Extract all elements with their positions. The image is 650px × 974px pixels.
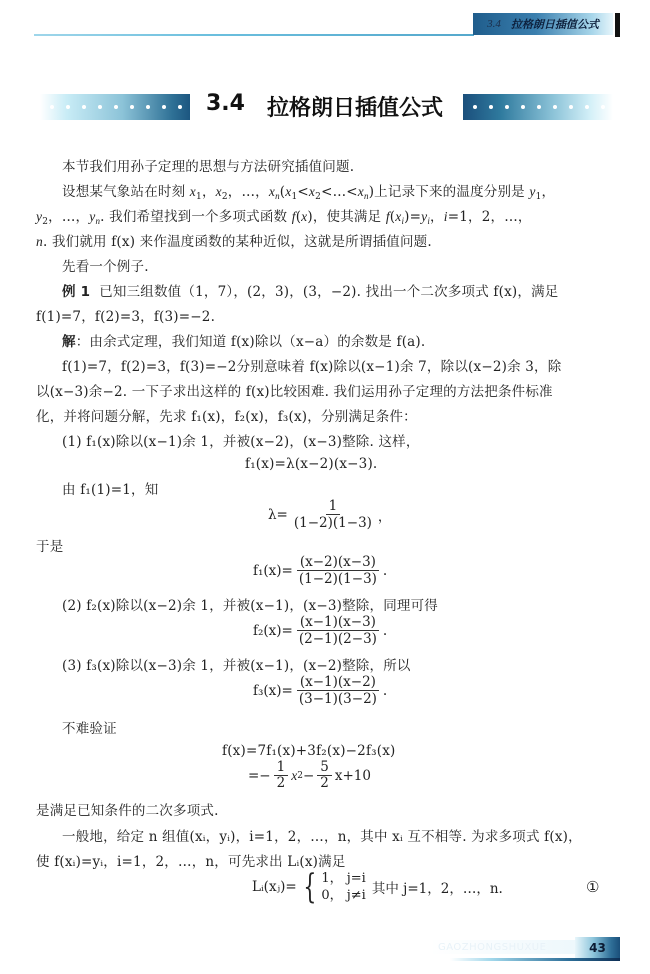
fraction-denominator: 2	[320, 775, 329, 791]
dot-icon	[489, 105, 493, 109]
dot-icon	[569, 105, 573, 109]
fraction-denominator: (3−1)(3−2)	[298, 691, 377, 707]
piecewise-cases	[299, 867, 366, 907]
case-equal: 1， j=i	[321, 871, 366, 886]
dot-icon	[130, 105, 134, 109]
footer-rule	[450, 958, 620, 961]
solution-line-3: 以(x−3)余−2. 一下子求出这样的 f(x)比较困难. 我们运用孙子定理的方法把条件标准	[36, 384, 553, 400]
solution-text: ：由余式定理，我们知道 f(x)除以（x−a）的余数是 f(a).	[75, 334, 426, 350]
solution-line-1	[62, 333, 425, 351]
dot-icon	[585, 105, 589, 109]
example-text: 已知三组数值（1，7），(2，3)，(3，−2). 找出一个二次多项式 f(x)，满足	[99, 284, 559, 300]
running-header-rule	[34, 34, 474, 36]
solution-line-2: f(1)=7，f(2)=3，f(3)=−2分别意味着 f(x)除以(x−1)余 7，除以(x−2)余 3，除	[62, 359, 562, 375]
dot-icon	[98, 105, 102, 109]
basis-range: 其中 j=1，2，…，n.	[371, 881, 503, 897]
fraction-denominator: (2−1)(2−3)	[298, 631, 377, 647]
case-1-text: (1) f₁(x)除以(x−1)余 1，并被(x−2)，(x−3)整除. 这样，	[62, 434, 420, 450]
dot-icon	[50, 105, 54, 109]
fraction	[274, 760, 289, 791]
dot-icon	[82, 105, 86, 109]
conclusion-text: 是满足已知条件的二次多项式.	[36, 803, 219, 819]
footer-series-label: GAOZHONGSHUXUE	[430, 940, 575, 954]
fraction	[317, 760, 332, 791]
example-label: 例 1	[62, 284, 91, 300]
setup-line-1: 设想某气象站在时刻 $x_1$，$x_2$，…，$x_n(x_1<x_2<\dots<x_n)$上记录下来的温度分别是 $y_1$，	[62, 184, 556, 202]
running-header-edge-bar	[615, 13, 620, 37]
fraction	[296, 614, 380, 647]
from-condition: 由 f₁(1)=1，知	[62, 482, 159, 498]
setup-text: 我们希望找到一个多项式函数	[109, 209, 292, 225]
setup-line-3: n. 我们就用 f(x) 来作温度函数的某种近似，这就是所谓插值问题.	[36, 234, 432, 250]
equation-f1: f₁(x)= $\frac{(x-2)(x-3)}{(1-2)(1-3)}$ .	[253, 554, 388, 587]
running-header-section-number: 3.4	[487, 18, 501, 30]
fraction-numerator: 1	[274, 760, 289, 776]
equation-result: =− $\frac{1}{2}$ x 2 − $\frac{5}{2}$ x+10	[248, 759, 371, 791]
equation-f1-lambda: f₁(x)=λ(x−2)(x−3).	[245, 456, 378, 472]
result-equals: =−	[248, 767, 271, 784]
dot-icon	[505, 105, 509, 109]
equation-lagrange-basis	[252, 867, 503, 907]
therefore-text: 于是	[36, 539, 64, 555]
example-1-line-1	[62, 283, 558, 301]
dot-icon	[178, 105, 182, 109]
equation-f3: f₃(x)= $\frac{(x-1)(x-2)}{(3-1)(3-2)}$ .	[253, 674, 388, 707]
fraction-numerator: (x−1)(x−3)	[297, 614, 379, 631]
running-header-tab	[473, 13, 613, 35]
solution-line-4: 化，并将问题分解，先求 f₁(x)，f₂(x)，f₃(x)，分别满足条件：	[36, 409, 417, 425]
setup-text: 我们就用 f(x) 来作温度函数的某种近似，这就是所谓插值问题.	[51, 234, 432, 250]
lambda-lhs: λ=	[268, 506, 288, 523]
dot-icon	[537, 105, 541, 109]
section-title-text: 拉格朗日插值公式	[266, 96, 443, 121]
banner-right-band	[463, 94, 613, 120]
dot-icon	[601, 105, 605, 109]
fraction-numerator: (x−1)(x−2)	[297, 674, 379, 691]
f1-lhs: f₁(x)=	[253, 562, 293, 579]
left-brace-icon: {	[303, 867, 317, 907]
f3-lhs: f₃(x)=	[253, 682, 293, 699]
equation-number-marker: ①	[586, 878, 600, 896]
example-1-line-2: f(1)=7，f(2)=3，f(3)=−2.	[36, 309, 216, 325]
banner-left-band	[40, 94, 190, 120]
dot-icon	[473, 105, 477, 109]
fraction	[296, 554, 380, 587]
fraction	[296, 674, 380, 707]
fraction-denominator: (1−2)(1−3)	[298, 571, 377, 587]
intro-paragraph: 本节我们用孙子定理的思想与方法研究插值问题.	[62, 159, 355, 175]
general-line-1: 一般地，给定 n 组值(xᵢ，yᵢ)，i=1，2，…，n，其中 xᵢ 互不相等. 为求多项式 f(x)，	[62, 829, 582, 845]
dot-icon	[162, 105, 166, 109]
fraction-numerator: (x−2)(x−3)	[297, 554, 379, 571]
equation-combination: f(x)=7f₁(x)+3f₂(x)−2f₃(x)	[222, 743, 396, 759]
f2-lhs: f₂(x)=	[253, 622, 293, 639]
dot-icon	[553, 105, 557, 109]
fraction-numerator: 5	[317, 760, 332, 776]
setup-line-2: $y_2$，…，$y_n$. 我们希望找到一个多项式函数 f(x)，使其满足 $f(x_i)=y_i$，i=1，2，…，	[36, 209, 532, 227]
page-number: 43	[575, 937, 620, 959]
basis-lhs: Lᵢ(xⱼ)=	[252, 879, 297, 895]
result-tail: x+10	[334, 767, 371, 784]
case-not-equal: 0， j≠i	[321, 888, 366, 903]
case-2-text: (2) f₂(x)除以(x−2)余 1，并被(x−1)，(x−3)整除，同理可得	[62, 598, 438, 614]
dot-icon	[521, 105, 525, 109]
equation-lambda: λ= $\frac{1}{(1-2)(1-3)}$ ，	[268, 498, 392, 531]
setup-text: ，使其满足	[312, 209, 386, 225]
section-number: 3.4	[206, 91, 245, 116]
setup-text: 设想某气象站在时刻	[62, 184, 190, 200]
example-lead: 先看一个例子.	[62, 259, 149, 275]
section-title	[206, 91, 451, 122]
result-minus: −	[302, 767, 315, 784]
fraction	[291, 498, 375, 531]
dot-icon	[146, 105, 150, 109]
verify-text: 不难验证	[62, 721, 117, 737]
section-banner	[0, 91, 650, 121]
equation-f2: f₂(x)= $\frac{(x-1)(x-3)}{(2-1)(2-3)}$ .	[253, 614, 388, 647]
setup-text: 上记录下来的温度分别是	[374, 184, 530, 200]
case-3-text: (3) f₃(x)除以(x−3)余 1，并被(x−1)，(x−2)整除，所以	[62, 658, 411, 674]
fraction-denominator: (1−2)(1−3)	[293, 515, 372, 531]
running-header-section-title: 拉格朗日插值公式	[510, 18, 599, 31]
general-line-2: 使 f(xᵢ)=yᵢ，i=1，2，…，n，可先求出 Lᵢ(x)满足	[36, 854, 346, 870]
dot-icon	[114, 105, 118, 109]
solution-label: 解	[62, 334, 76, 350]
fraction-numerator: 1	[326, 498, 341, 515]
dot-icon	[66, 105, 70, 109]
fraction-denominator: 2	[276, 775, 286, 791]
